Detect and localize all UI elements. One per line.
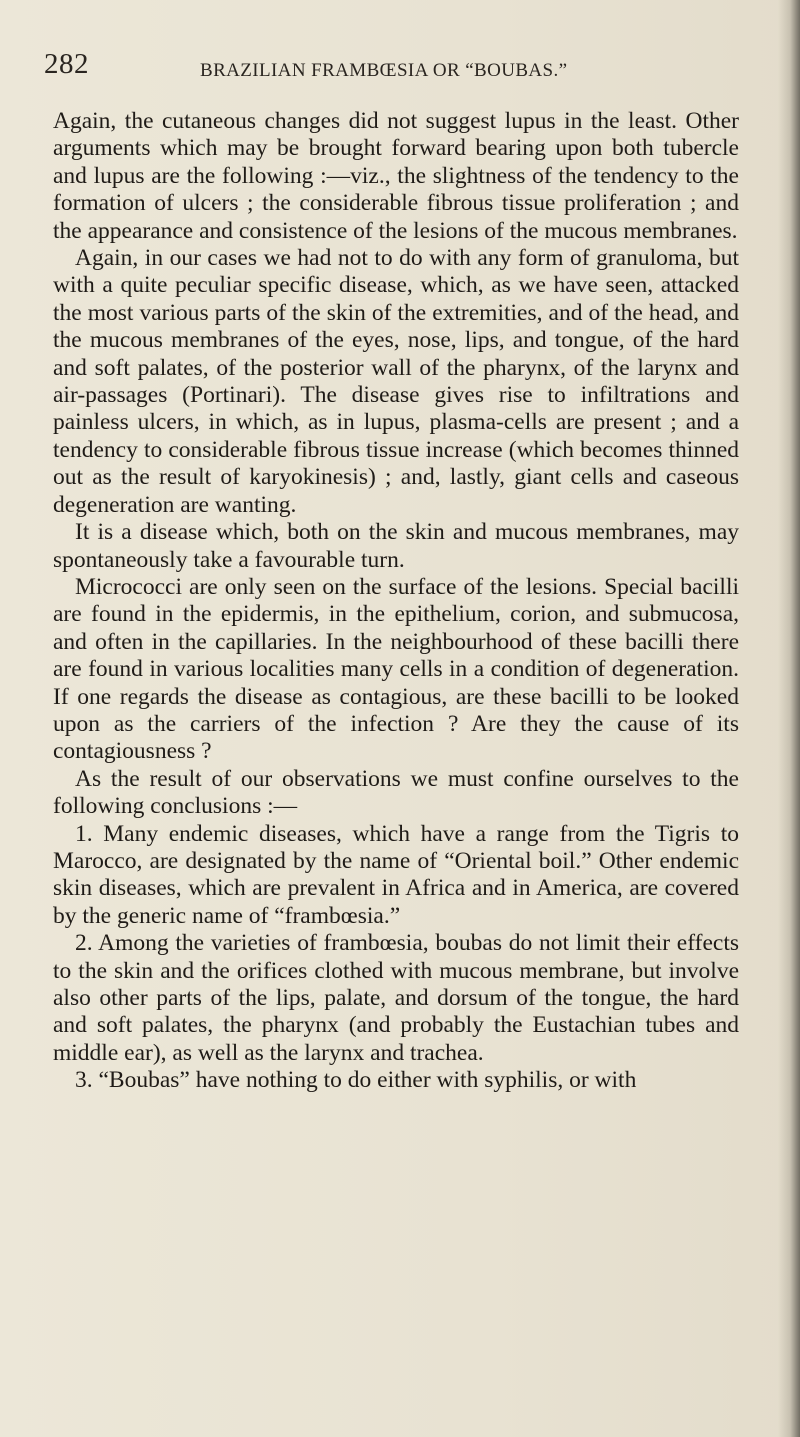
paragraph-spontaneous-turn: It is a disease which, both on the skin and mucous membranes, may spontaneously take a favourable turn.	[53, 519, 739, 573]
paragraph-specific-disease: Again, in our cases we had not to do with any form of granuloma, but with a quite peculiar specific disease, which, as we have seen, attacked the most various parts of the skin of the extremities, and of the head, and the mucous membranes of the eyes, nose, lips, and tongue, of the hard and soft palates, of the posterior wall of the pharynx, of the larynx and air-passages (Portinari). The disease gives rise to infiltrations and painless ulcers, in which, as in lupus, plasma-cells are present ; and a tendency to considerable fibrous tissue increase (which becomes thinned out as the result of karyokinesis) ; and, lastly, giant cells and caseous degeneration are wanting.	[53, 245, 739, 518]
paragraph-micrococci-bacilli: Micrococci are only seen on the surface of the lesions. Special bacilli are found in the epidermis, in the epithelium, corion, and submucosa, and often in the capillaries. In the neighbourhood of these bacilli there are found in various localities many cells in a condition of degeneration. If one regards the disease as contagious, are these bacilli to be looked upon as the carriers of the infection ? Are they the cause of its contagiousness ?	[53, 573, 739, 765]
conclusion-item-1: 1. Many endemic diseases, which have a range from the Tigris to Marocco, are designated by the name of “Oriental boil.” Other endemic skin diseases, which are prevalent in Africa and in America, are covered by the generic name of “frambœsia.”	[53, 820, 739, 929]
body-text	[53, 108, 739, 1095]
running-head: BRAZILIAN FRAMBŒSIA OR “BOUBAS.”	[200, 60, 568, 81]
page-edge-shadow	[778, 0, 800, 1437]
paragraph-conclusions-intro: As the result of our observations we must confine ourselves to the following conclusions :—	[53, 765, 739, 820]
conclusion-item-3: 3. “Boubas” have nothing to do either with syphilis, or with	[75, 1067, 637, 1094]
page-number: 282	[44, 48, 89, 80]
conclusion-item-2: 2. Among the varieties of frambœsia, boubas do not limit their effects to the skin and the orifices clothed with mucous membrane, but involve also other parts of the lips, palate, and dorsum of the tongue, the hard and soft palates, the pharynx (and probably the Eustachian tubes and middle ear), as well as the larynx and trachea.	[53, 930, 739, 1066]
paragraph-lupus-arguments: Again, the cutaneous changes did not suggest lupus in the least. Other arguments which may be brought forward bearing upon both tubercle and lupus are the following :—viz., the slightness of the tendency to the formation of ulcers ; the considerable fibrous tissue proliferation ; and the appearance and consistence of the lesions of the mucous membranes.	[53, 108, 739, 244]
